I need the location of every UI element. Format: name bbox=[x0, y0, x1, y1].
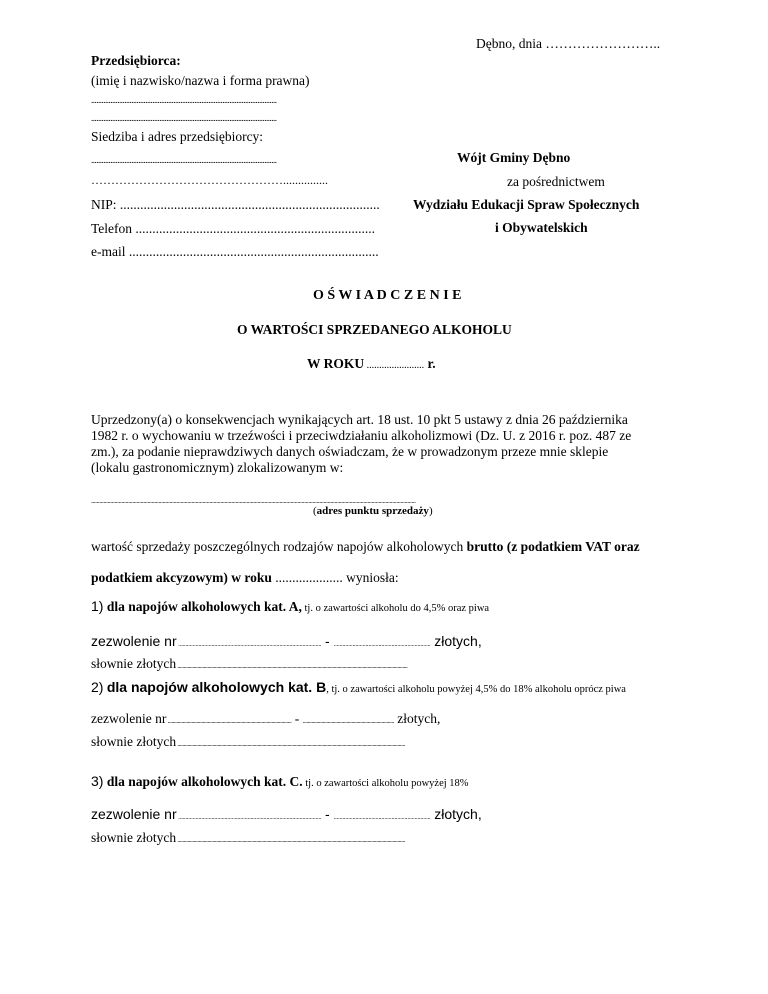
category-b-permit-field[interactable]: ................................................................................................... bbox=[166, 717, 292, 725]
category-c-amount-field[interactable]: ................................................................... bbox=[333, 814, 431, 821]
phone-label: Telefon ....................................................................... bbox=[91, 221, 376, 236]
category-b-permit-row bbox=[91, 711, 440, 727]
email-field[interactable] bbox=[91, 244, 379, 260]
seat-line-2[interactable]: …………………………………………............... bbox=[91, 173, 328, 187]
category-a-currency: złotych, bbox=[430, 633, 482, 649]
category-c-words-label: słownie złotych bbox=[91, 830, 177, 845]
name-line-1[interactable]: .......................................................................................................... bbox=[91, 95, 277, 105]
body-line-4: (lokalu gastronomicznym) zlokalizowanym w: bbox=[91, 460, 344, 475]
category-a-permit-label: zezwolenie nr bbox=[91, 633, 177, 649]
category-a-amount-field[interactable]: ................................................................... bbox=[333, 641, 431, 648]
category-c-words-field[interactable]: ...................................................................................................................................................................................... bbox=[176, 836, 405, 844]
category-a-words-field[interactable]: ........................................................................................................................................................................................ bbox=[176, 662, 408, 670]
category-a-permit-row bbox=[91, 633, 482, 649]
seat-line-1[interactable]: .......................................................................................................... bbox=[91, 155, 277, 165]
document-year-line bbox=[307, 356, 436, 372]
category-c-words-row bbox=[91, 830, 405, 846]
category-a-title: dla napojów alkoholowych kat. A, bbox=[106, 599, 302, 614]
tax-year-dots[interactable]: .................... bbox=[271, 570, 343, 585]
tax-line-bold: podatkiem akcyzowym) w roku bbox=[91, 570, 272, 585]
category-a-note: tj. o zawartości alkoholu do 4,5% oraz piwa bbox=[301, 603, 490, 614]
value-line-normal: wartość sprzedaży poszczególnych rodzajów napojów alkoholowych bbox=[91, 539, 467, 554]
category-b-permit-label: zezwolenie nr bbox=[91, 711, 167, 726]
category-c-currency: złotych, bbox=[430, 806, 482, 822]
category-b-words-row bbox=[91, 734, 405, 750]
category-a-dash: - bbox=[321, 633, 334, 649]
recipient-line-1: Wójt Gminy Dębno bbox=[457, 150, 571, 165]
seat-label: Siedziba i adres przedsiębiorcy: bbox=[91, 129, 264, 144]
year-suffix: r. bbox=[424, 356, 436, 371]
place-date: Dębno, dnia …………………….. bbox=[476, 36, 661, 51]
category-b-dash: - bbox=[291, 711, 303, 726]
nip-label: NIP: ............................................................................. bbox=[91, 197, 380, 212]
category-b-heading bbox=[91, 679, 626, 696]
category-c-note: tj. o zawartości alkoholu powyżej 18% bbox=[302, 778, 469, 789]
category-c-heading bbox=[91, 773, 469, 790]
category-c-permit-row bbox=[91, 806, 482, 822]
category-b-currency: złotych, bbox=[393, 711, 441, 726]
category-b-number: 2) bbox=[91, 679, 104, 695]
recipient-line-4: i Obywatelskich bbox=[495, 220, 588, 235]
tax-line bbox=[91, 570, 399, 586]
category-c-permit-label: zezwolenie nr bbox=[91, 806, 177, 822]
body-line-1: Uprzedzony(a) o konsekwencjach wynikających art. 18 ust. 10 pkt 5 ustawy z dnia 26 października bbox=[91, 412, 628, 427]
name-line-2[interactable]: .......................................................................................................... bbox=[91, 113, 277, 123]
document-subtitle: O WARTOŚCI SPRZEDANEGO ALKOHOLU bbox=[237, 322, 512, 337]
category-a-number: 1) bbox=[91, 598, 104, 614]
category-a-permit-field[interactable]: ................................................................................................... bbox=[176, 641, 322, 648]
category-a-words-label: słownie złotych bbox=[91, 656, 177, 671]
category-b-note: , tj. o zawartości alkoholu powyżej 4,5% do 18% alkoholu oprócz piwa bbox=[326, 684, 626, 695]
nip-field[interactable] bbox=[91, 197, 380, 213]
tax-line-end: wyniosła: bbox=[342, 570, 399, 585]
value-line-bold: brutto (z podatkiem VAT oraz bbox=[466, 539, 640, 554]
recipient-line-2: za pośrednictwem bbox=[507, 174, 605, 189]
email-label: e-mail .......................................................................... bbox=[91, 244, 379, 259]
value-line bbox=[91, 539, 640, 555]
year-dots[interactable]: ....................... bbox=[364, 360, 425, 371]
address-caption-text: adres punktu sprzedaży bbox=[316, 505, 429, 517]
category-c-permit-field[interactable]: ................................................................................................... bbox=[176, 814, 322, 821]
category-b-words-label: słownie złotych bbox=[91, 734, 177, 749]
entrepreneur-label: Przedsiębiorca: bbox=[91, 53, 181, 68]
category-c-title: dla napojów alkoholowych kat. C. bbox=[106, 774, 303, 789]
body-line-2: 1982 r. o wychowaniu w trzeźwości i przeciwdziałaniu alkoholizmowi (Dz. U. z 2016 r. poz. 487 ze bbox=[91, 428, 632, 443]
phone-field[interactable] bbox=[91, 221, 375, 237]
category-c-dash: - bbox=[321, 806, 334, 822]
body-line-3: zm.), za podanie nieprawdziwych danych oświadczam, że w prowadzonym przeze mnie sklepie bbox=[91, 444, 609, 459]
recipient-line-3: Wydziału Edukacji Spraw Społecznych bbox=[413, 197, 640, 212]
category-c-number: 3) bbox=[91, 773, 104, 789]
name-hint: (imię i nazwisko/nazwa i forma prawna) bbox=[91, 73, 310, 88]
address-caption: (adres punktu sprzedaży) bbox=[313, 505, 433, 517]
category-a-words-row bbox=[91, 656, 407, 672]
document-title: O Ś W I A D C Z E N I E bbox=[313, 288, 462, 303]
year-prefix: W ROKU bbox=[307, 356, 365, 371]
address-line[interactable]: ............................................................................................................................................................................................................................................ bbox=[91, 496, 416, 505]
category-a-heading bbox=[91, 598, 489, 615]
category-b-amount-field[interactable]: ......................................................................... bbox=[302, 717, 394, 725]
category-b-words-field[interactable]: ...................................................................................................................................................................................... bbox=[176, 740, 405, 748]
category-b-title: dla napojów alkoholowych kat. B bbox=[106, 679, 327, 695]
